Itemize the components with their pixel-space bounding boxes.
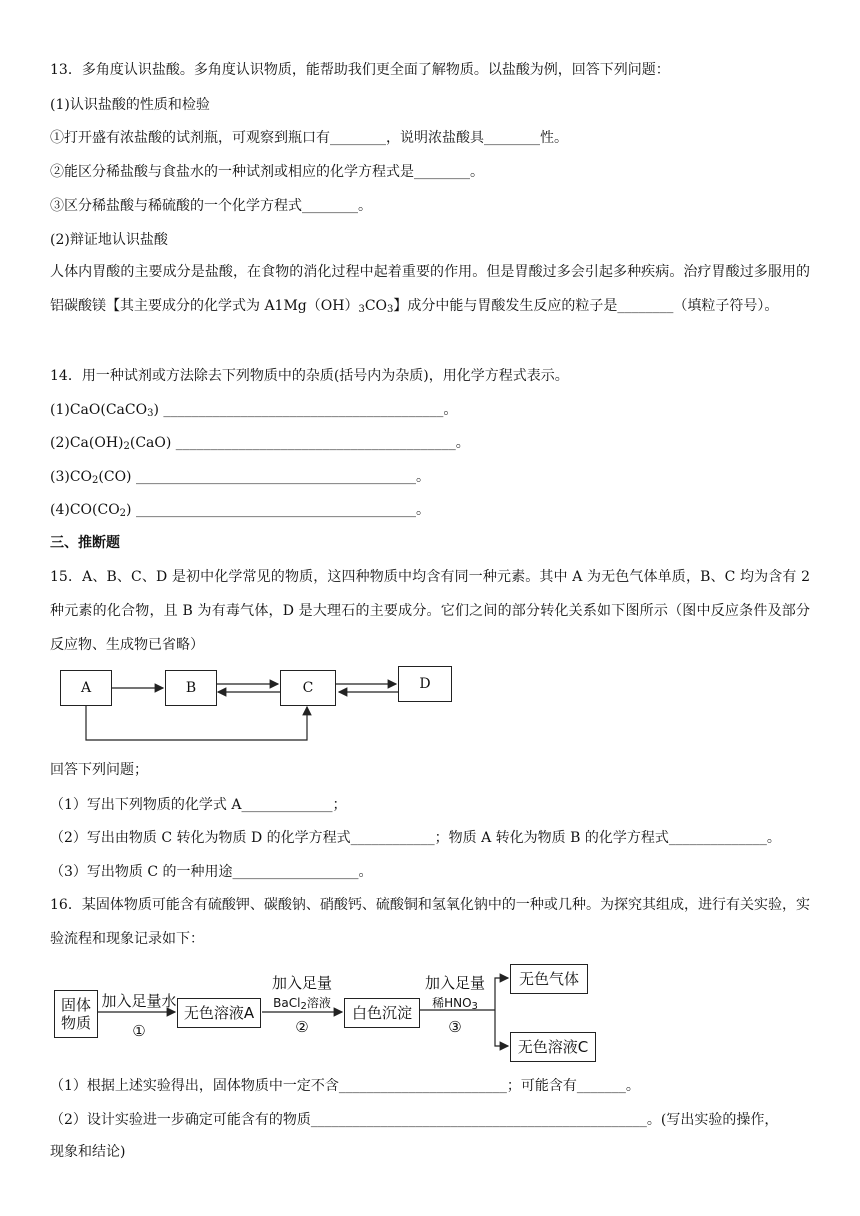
flow-step1-num: ① (132, 1022, 146, 1040)
q15-sub2: （2）写出由物质 C 转化为物质 D 的化学方程式____________；物质 A 转化为物质 B 的化学方程式______________。 (50, 830, 781, 846)
flow-solid: 固体物质 (54, 990, 98, 1038)
q13-item3: ③区分稀盐酸与稀硫酸的一个化学方程式________。 (50, 198, 372, 214)
node-c: C (280, 670, 336, 706)
node-a: A (60, 670, 112, 706)
q15-sub3: （3）写出物质 C 的一种用途__________________。 (50, 864, 373, 880)
section-heading-inference: 三、推断题 (50, 535, 120, 551)
q13-part1-heading: (1)认识盐酸的性质和检验 (50, 97, 210, 113)
q16-sub1: （1）根据上述实验得出，固体物质中一定不含________________________；可能含有_______。 (50, 1078, 640, 1094)
flow-arrow-to-solution-c (495, 1010, 508, 1046)
q15-paragraph: 15．A、B、C、D 是初中化学常见的物质，这四种物质中均含有同一种元素。其中 A 为无色气体单质，B、C 均为含有 2 种元素的化合物，且 B 为有毒气体，D 是大理石的主要成分。它们之间的部分转化关系如下图所示（图中反应条件及部分反应物、生成物已省略） (50, 569, 810, 653)
q14-item-2: $(2)Ca(OH)_2(CaO)$ ________________________________________。 (50, 435, 470, 452)
flow-step2-label-b: BaCl$_2$溶液 (273, 996, 331, 1012)
flow-step3-label-b: 稀$HNO_3$ (432, 996, 478, 1012)
flow-step1-label: 加入足量水 (101, 992, 177, 1010)
flow-step3-num: ③ (448, 1018, 462, 1036)
node-b: B (165, 670, 217, 706)
flow-white-precipitate: 白色沉淀 (344, 998, 420, 1028)
q16-sub2-line2: 现象和结论) (50, 1144, 126, 1160)
flow-colorless-gas: 无色气体 (510, 964, 588, 994)
q14-item-1: (1)CaO(CaCO$_3$) ________________________________________。 (50, 402, 458, 419)
q14-item-3: $(3)CO_2(CO)$ ________________________________________。 (50, 469, 430, 486)
flow-arrow-to-gas (495, 978, 508, 1010)
q13-part2-heading: (2)辩证地认识盐酸 (50, 232, 168, 248)
q13-item1: ①打开盛有浓盐酸的试剂瓶，可观察到瓶口有________，说明浓盐酸具________性。 (50, 130, 568, 146)
q16-flow-diagram (50, 960, 610, 1065)
q16-paragraph: 16．某固体物质可能含有硫酸钾、碳酸钠、硝酸钙、硫酸铜和氢氧化钠中的一种或几种。为探究其组成，进行有关实验，实验流程和现象记录如下： (50, 897, 810, 947)
q13-paragraph: 人体内胃酸的主要成分是盐酸，在食物的消化过程中起着重要的作用。但是胃酸过多会引起多种疾病。治疗胃酸过多服用的铝碳酸镁【其主要成分的化学式为 $A1Mg(OH)_3CO_3$】成分中能与胃酸发生反应的粒子是________（填粒子符号）。 (50, 264, 810, 315)
q16-sub2-line1: （2）设计实验进一步确定可能含有的物质________________________________________________。(写出实验的操作， (50, 1112, 779, 1128)
q14-item-4: $(4)CO(CO_2)$ ________________________________________。 (50, 502, 430, 519)
flow-solution-a: 无色溶液A (177, 998, 261, 1028)
arrow-a-to-c (86, 705, 307, 740)
node-d: D (398, 666, 452, 702)
q14-title: 14．用一种试剂或方法除去下列物质中的杂质(括号内为杂质)，用化学方程式表示。 (50, 368, 569, 384)
q15-ask: 回答下列问题； (50, 762, 148, 778)
flow-step3-label-a: 加入足量 (424, 974, 485, 992)
q15-relation-diagram (60, 660, 460, 745)
q13-item2: ②能区分稀盐酸与食盐水的一种试剂或相应的化学方程式是________。 (50, 164, 484, 180)
q15-sub1: （1）写出下列物质的化学式 A_____________； (50, 797, 347, 813)
flow-solution-c: 无色溶液C (510, 1032, 596, 1062)
flow-step2-label-a: 加入足量 (271, 974, 332, 992)
q13-title: 13．多角度认识盐酸。多角度认识物质，能帮助我们更全面了解物质。以盐酸为例，回答下列问题： (50, 62, 670, 78)
flow-step2-num: ② (295, 1018, 309, 1036)
